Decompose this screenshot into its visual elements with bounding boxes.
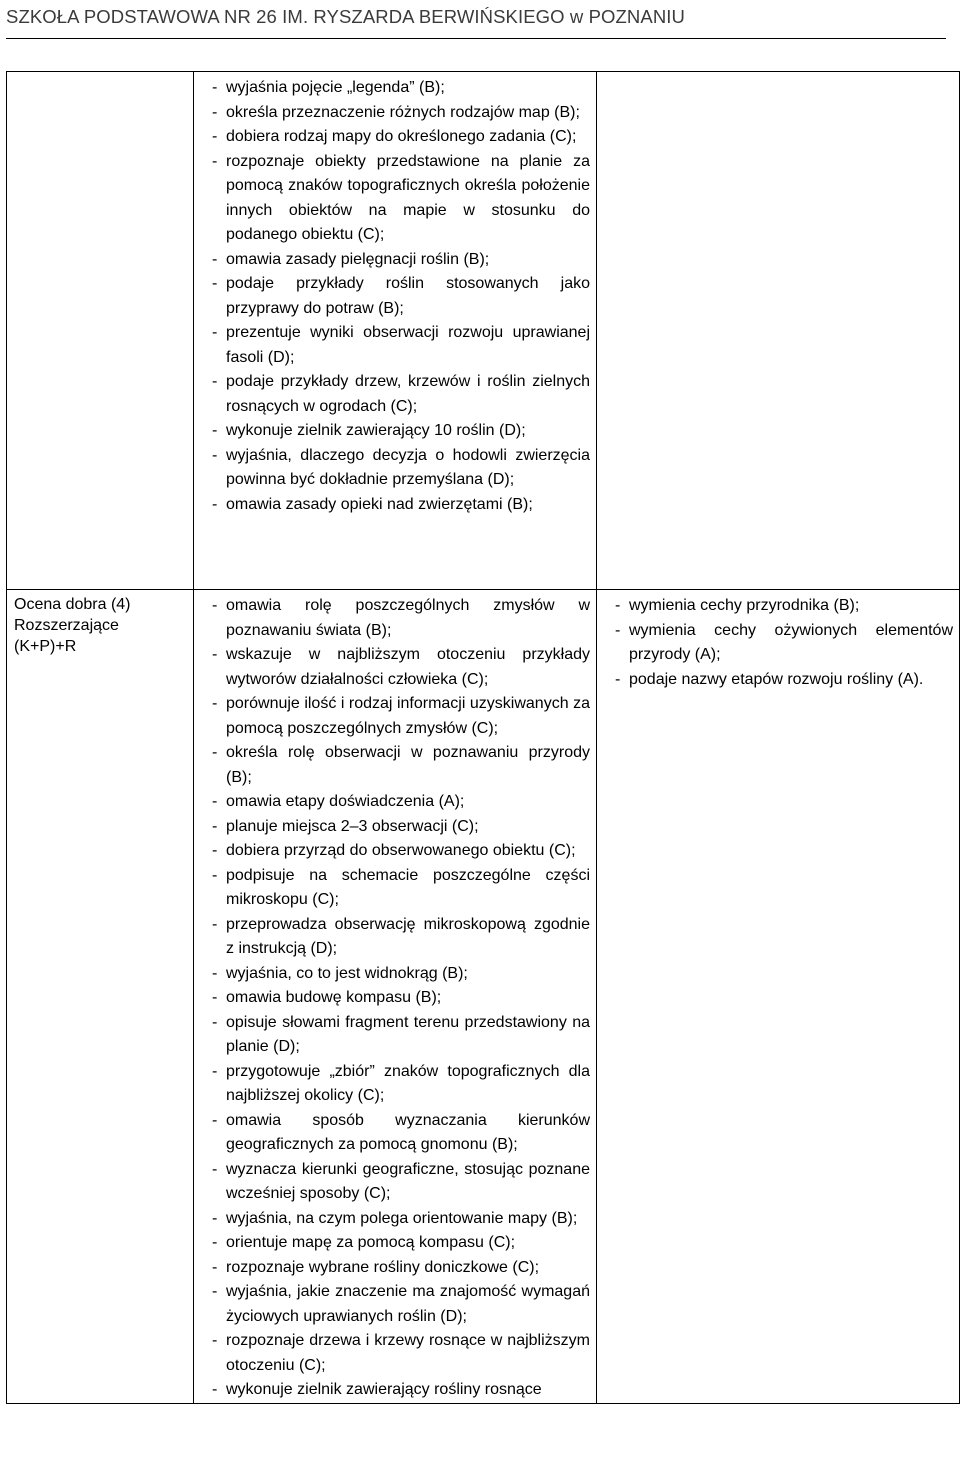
grade-label [7,590,193,657]
table-row [7,590,960,1404]
list-item: - rozpoznaje drzewa i krzewy rosnące w najbliższym otoczeniu (C); [212,1329,590,1378]
list-item: - wyjaśnia, jakie znaczenie ma znajomość wymagań życiowych uprawianych roślin (D); [212,1280,590,1329]
list-item: - podaje przykłady roślin stosowanych jako przyprawy do potraw (B); [212,272,590,321]
list-item: - omawia rolę poszczególnych zmysłów w poznawaniu świata (B); [212,594,590,643]
outcomes-list [597,590,959,692]
list-item: - opisuje słowami fragment terenu przedstawiony na planie (D); [212,1011,590,1060]
list-item: - wskazuje w najbliższym otoczeniu przykłady wytworów działalności człowieka (C); [212,643,590,692]
list-item: - przeprowadza obserwację mikroskopową zgodnie z instrukcją (D); [212,913,590,962]
list-item: - dobiera przyrząd do obserwowanego obiektu (C); [212,839,590,864]
list-item: - omawia sposób wyznaczania kierunków geograficznych za pomocą gnomonu (B); [212,1109,590,1158]
requirements-list [194,72,596,517]
list-item: - omawia etapy doświadczenia (A); [212,790,590,815]
list-item: - prezentuje wyniki obserwacji rozwoju uprawianej fasoli (D); [212,321,590,370]
school-name: SZKOŁA PODSTAWOWA NR 26 IM. RYSZARDA BERWIŃSKIEGO w POZNANIU [6,6,685,27]
outcomes-cell-empty [597,72,960,590]
list-item: - orientuje mapę za pomocą kompasu (C); [212,1231,590,1256]
page-header [6,2,946,39]
requirements-list [194,590,596,1403]
list-item: - wyznacza kierunki geograficzne, stosując poznane wcześniej sposoby (C); [212,1158,590,1207]
list-item: - planuje miejsca 2–3 obserwacji (C); [212,815,590,840]
list-item: - określa przeznaczenie różnych rodzajów map (B); [212,101,590,126]
requirements-table [6,71,960,1404]
list-item: - podaje nazwy etapów rozwoju rośliny (A). [615,668,953,693]
grade-category: Rozszerzające [14,617,119,634]
list-item: - wymienia cechy ożywionych elementów przyrody (A); [615,619,953,668]
list-item: - omawia budowę kompasu (B); [212,986,590,1011]
list-item: - wyjaśnia pojęcie „legenda” (B); [212,76,590,101]
list-item: - przygotowuje „zbiór” znaków topograficznych dla najbliższej okolicy (C); [212,1060,590,1109]
list-item: - omawia zasady pielęgnacji roślin (B); [212,248,590,273]
table-row [7,72,960,590]
level-cell-empty [7,72,194,590]
list-item: - dobiera rodzaj mapy do określonego zadania (C); [212,125,590,150]
list-item: - wyjaśnia, dlaczego decyzja o hodowli zwierzęcia powinna być dokładnie przemyślana (D); [212,444,590,493]
list-item: - wykonuje zielnik zawierający 10 roślin (D); [212,419,590,444]
list-item: - rozpoznaje wybrane rośliny doniczkowe (C); [212,1256,590,1281]
list-item: - omawia zasady opieki nad zwierzętami (B); [212,493,590,518]
requirements-cell [194,590,597,1404]
list-item: - wyjaśnia, co to jest widnokrąg (B); [212,962,590,987]
requirements-cell [194,72,597,590]
list-item: - wymienia cechy przyrodnika (B); [615,594,953,619]
list-item: - określa rolę obserwacji w poznawaniu przyrody (B); [212,741,590,790]
grade-formula: (K+P)+R [14,638,77,655]
outcomes-cell [597,590,960,1404]
list-item: - podpisuje na schemacie poszczególne części mikroskopu (C); [212,864,590,913]
grade-name: Ocena dobra (4) [14,596,131,613]
list-item: - podaje przykłady drzew, krzewów i roślin zielnych rosnących w ogrodach (C); [212,370,590,419]
list-item: - wyjaśnia, na czym polega orientowanie mapy (B); [212,1207,590,1232]
list-item: - porównuje ilość i rodzaj informacji uzyskiwanych za pomocą poszczególnych zmysłów (C); [212,692,590,741]
list-item: - rozpoznaje obiekty przedstawione na planie za pomocą znaków topograficznych określa położenie innych obiektów na mapie w stosunku do podanego obiektu (C); [212,150,590,248]
list-item: - wykonuje zielnik zawierający rośliny rosnące [212,1378,590,1403]
level-cell [7,590,194,1404]
